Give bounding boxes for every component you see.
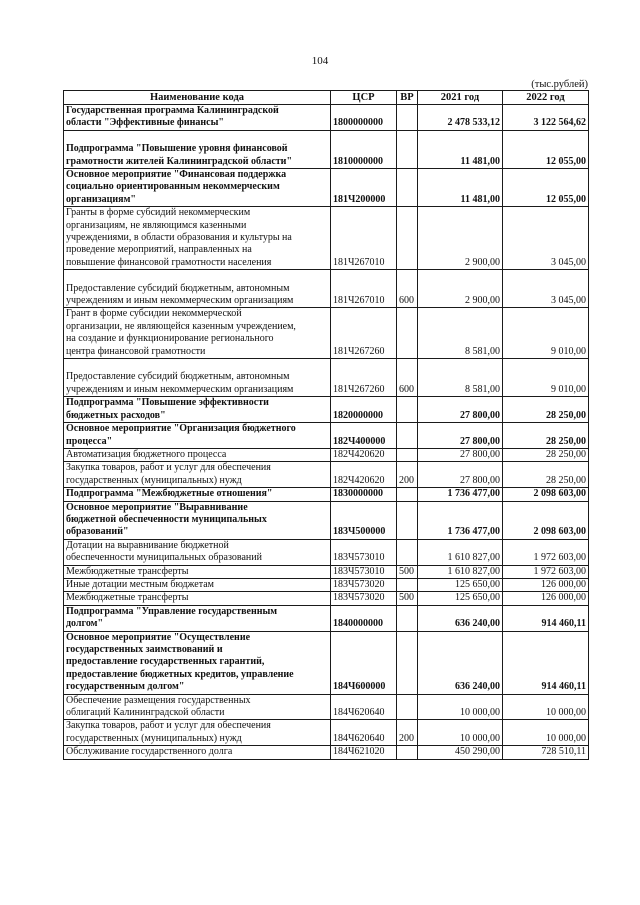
row-2022-cell: 3 045,00 <box>503 207 589 270</box>
row-2022-cell: 914 460,11 <box>503 631 589 694</box>
row-vr-cell: 600 <box>397 359 418 397</box>
row-name-cell <box>64 539 331 565</box>
table-header-row <box>64 91 589 105</box>
row-csr-cell: 1820000000 <box>331 397 397 423</box>
row-2021-cell: 1 610 827,00 <box>418 539 503 565</box>
row-2022-cell: 28 250,00 <box>503 462 589 488</box>
row-csr-cell: 181Ч200000 <box>331 169 397 207</box>
row-2021-cell: 11 481,00 <box>418 169 503 207</box>
table-row <box>64 448 589 461</box>
row-name-line: учреждениями, в области образования и культуры на <box>66 232 292 244</box>
row-name-line: предоставление государственных гарантий, <box>66 656 265 668</box>
row-vr-cell <box>397 207 418 270</box>
row-name-line: Государственная программа Калининградской <box>66 105 279 116</box>
row-name-cell <box>64 308 331 359</box>
row-2021-cell: 11 481,00 <box>418 130 503 168</box>
row-name-line: государственным долгом" <box>66 681 185 693</box>
row-name-cell <box>64 448 331 461</box>
row-name-line: на создание и функционирование регионального <box>66 333 274 345</box>
table-row <box>64 105 589 131</box>
table-row <box>64 130 589 168</box>
row-name-line: Закупка товаров, работ и услуг для обеспечения <box>66 720 271 732</box>
currency-unit-note: (тыс.рублей) <box>531 79 588 90</box>
row-name-cell <box>64 462 331 488</box>
row-2022-cell: 1 972 603,00 <box>503 539 589 565</box>
row-name-line: Основное мероприятие "Осуществление <box>66 631 251 643</box>
row-2022-cell: 12 055,00 <box>503 169 589 207</box>
row-2021-cell: 125 650,00 <box>418 592 503 605</box>
row-name-cell <box>64 105 331 131</box>
row-2021-cell: 636 240,00 <box>418 605 503 631</box>
row-2022-cell: 9 010,00 <box>503 308 589 359</box>
row-name-cell <box>64 501 331 539</box>
table-row <box>64 462 589 488</box>
table-row <box>64 592 589 605</box>
row-2021-cell: 27 800,00 <box>418 462 503 488</box>
row-name-cell <box>64 359 331 397</box>
row-2022-cell: 10 000,00 <box>503 720 589 746</box>
row-name-cell <box>64 397 331 423</box>
row-name-cell <box>64 130 331 168</box>
row-vr-cell <box>397 397 418 423</box>
header-year-2022: 2022 год <box>503 91 589 105</box>
row-name-line: бюджетных расходов" <box>66 409 166 421</box>
table-row <box>64 578 589 591</box>
row-name-line: Автоматизация бюджетного процесса <box>66 448 227 460</box>
row-2022-cell: 3 122 564,62 <box>503 105 589 131</box>
row-vr-cell: 500 <box>397 592 418 605</box>
row-name-line: Межбюджетные трансферты <box>66 592 189 604</box>
row-name-line: Подпрограмма "Межбюджетные отношения" <box>66 488 273 500</box>
row-2022-cell: 126 000,00 <box>503 592 589 605</box>
row-name-line: проведение мероприятий, направленных на <box>66 244 252 256</box>
row-2021-cell: 2 900,00 <box>418 207 503 270</box>
row-name-cell <box>64 631 331 694</box>
row-vr-cell: 600 <box>397 270 418 308</box>
row-name-cell <box>64 694 331 720</box>
table-row <box>64 488 589 501</box>
row-name-line: процесса" <box>66 435 113 447</box>
row-vr-cell: 200 <box>397 462 418 488</box>
table-row <box>64 501 589 539</box>
row-csr-cell: 184Ч600000 <box>331 631 397 694</box>
row-vr-cell <box>397 631 418 694</box>
row-csr-cell: 184Ч620640 <box>331 694 397 720</box>
row-vr-cell: 200 <box>397 720 418 746</box>
row-csr-cell: 1840000000 <box>331 605 397 631</box>
row-name-cell <box>64 207 331 270</box>
table-row <box>64 694 589 720</box>
row-csr-cell: 184Ч621020 <box>331 746 397 759</box>
row-csr-cell: 1810000000 <box>331 130 397 168</box>
row-vr-cell <box>397 694 418 720</box>
page-number: 104 <box>311 55 329 67</box>
row-name-line: учреждениям и иным некоммерческим организациям <box>66 383 294 395</box>
row-name-line: организации, не являющейся казенным учреждением, <box>66 320 296 332</box>
row-name-line: Закупка товаров, работ и услуг для обеспечения <box>66 462 271 474</box>
row-2022-cell: 9 010,00 <box>503 359 589 397</box>
table-row <box>64 397 589 423</box>
row-2021-cell: 450 290,00 <box>418 746 503 759</box>
header-code-name: Наименование кода <box>64 91 331 105</box>
row-2021-cell: 636 240,00 <box>418 631 503 694</box>
row-name-line: долгом" <box>66 618 104 630</box>
row-2022-cell: 28 250,00 <box>503 423 589 449</box>
row-name-line: повышение финансовой грамотности населения <box>66 256 272 268</box>
row-csr-cell: 182Ч400000 <box>331 423 397 449</box>
row-2022-cell: 1 972 603,00 <box>503 565 589 578</box>
row-csr-cell: 1830000000 <box>331 488 397 501</box>
row-2022-cell: 28 250,00 <box>503 397 589 423</box>
row-name-line: Дотации на выравнивание бюджетной <box>66 539 229 551</box>
row-name-line: Основное мероприятие "Финансовая поддержка <box>66 169 287 181</box>
row-vr-cell <box>397 169 418 207</box>
row-2021-cell: 27 800,00 <box>418 423 503 449</box>
row-name-line: предоставление бюджетных кредитов, управление <box>66 668 294 680</box>
row-vr-cell: 500 <box>397 565 418 578</box>
row-csr-cell: 184Ч620640 <box>331 720 397 746</box>
row-2021-cell: 1 610 827,00 <box>418 565 503 578</box>
table-row <box>64 308 589 359</box>
table-body <box>64 105 589 760</box>
row-name-cell <box>64 746 331 759</box>
row-csr-cell: 183Ч573020 <box>331 578 397 591</box>
table-row <box>64 270 589 308</box>
row-2021-cell: 2 478 533,12 <box>418 105 503 131</box>
row-name-line: Грант в форме субсидии некоммерческой <box>66 308 242 320</box>
row-csr-cell: 181Ч267010 <box>331 207 397 270</box>
row-csr-cell: 183Ч573010 <box>331 565 397 578</box>
row-vr-cell <box>397 105 418 131</box>
row-name-line: центра финансовой грамотности <box>66 345 206 357</box>
row-name-line: Межбюджетные трансферты <box>66 565 189 577</box>
row-csr-cell: 181Ч267260 <box>331 359 397 397</box>
header-vr: ВР <box>397 91 418 105</box>
blank-line <box>66 359 328 371</box>
row-2021-cell: 27 800,00 <box>418 397 503 423</box>
row-name-line: Подпрограмма "Управление государственным <box>66 605 278 617</box>
row-name-line: Основное мероприятие "Организация бюджетного <box>66 423 296 435</box>
row-2022-cell: 126 000,00 <box>503 578 589 591</box>
row-name-line: Обеспечение размещения государственных <box>66 694 251 706</box>
table-row <box>64 565 589 578</box>
row-2022-cell: 12 055,00 <box>503 130 589 168</box>
row-csr-cell: 181Ч267260 <box>331 308 397 359</box>
blank-line <box>66 131 328 143</box>
blank-line <box>66 270 328 282</box>
row-name-line: государственных заимствований и <box>66 644 223 656</box>
row-name-line: обеспеченности муниципальных образований <box>66 552 262 564</box>
table-row <box>64 207 589 270</box>
table-row <box>64 746 589 759</box>
row-2022-cell: 728 510,11 <box>503 746 589 759</box>
row-name-cell <box>64 720 331 746</box>
row-name-line: государственных (муниципальных) нужд <box>66 732 242 744</box>
row-vr-cell <box>397 488 418 501</box>
row-2021-cell: 125 650,00 <box>418 578 503 591</box>
table-row <box>64 423 589 449</box>
row-name-cell <box>64 578 331 591</box>
row-csr-cell: 181Ч267010 <box>331 270 397 308</box>
header-year-2021: 2021 год <box>418 91 503 105</box>
table-row <box>64 359 589 397</box>
row-vr-cell <box>397 308 418 359</box>
row-name-line: Предоставление субсидий бюджетным, автономным <box>66 282 290 294</box>
row-vr-cell <box>397 578 418 591</box>
row-2021-cell: 8 581,00 <box>418 308 503 359</box>
row-name-line: облигаций Калининградской области <box>66 707 225 719</box>
row-vr-cell <box>397 605 418 631</box>
row-2021-cell: 10 000,00 <box>418 694 503 720</box>
row-2022-cell: 3 045,00 <box>503 270 589 308</box>
row-name-line: социально ориентированным некоммерческим <box>66 181 280 193</box>
row-vr-cell <box>397 746 418 759</box>
row-name-cell <box>64 423 331 449</box>
row-2021-cell: 1 736 477,00 <box>418 488 503 501</box>
row-name-line: Иные дотации местным бюджетам <box>66 578 215 590</box>
row-2022-cell: 10 000,00 <box>503 694 589 720</box>
row-csr-cell: 183Ч573010 <box>331 539 397 565</box>
table-row <box>64 169 589 207</box>
header-csr: ЦСР <box>331 91 397 105</box>
row-2022-cell: 28 250,00 <box>503 448 589 461</box>
row-name-cell <box>64 169 331 207</box>
row-2022-cell: 914 460,11 <box>503 605 589 631</box>
row-csr-cell: 183Ч573020 <box>331 592 397 605</box>
row-name-cell <box>64 270 331 308</box>
row-name-line: бюджетной обеспеченности муниципальных <box>66 513 267 525</box>
row-name-line: Обслуживание государственного долга <box>66 746 233 758</box>
budget-table <box>63 90 589 760</box>
row-name-line: организациям, не являющимся казенными <box>66 219 247 231</box>
row-name-cell <box>64 605 331 631</box>
row-2022-cell: 2 098 603,00 <box>503 501 589 539</box>
row-csr-cell: 182Ч420620 <box>331 462 397 488</box>
row-name-line: образований" <box>66 526 129 538</box>
row-vr-cell <box>397 448 418 461</box>
row-csr-cell: 1800000000 <box>331 105 397 131</box>
row-name-line: Основное мероприятие "Выравнивание <box>66 501 248 513</box>
row-name-cell <box>64 488 331 501</box>
table-row <box>64 539 589 565</box>
row-name-line: Гранты в форме субсидий некоммерческим <box>66 207 251 219</box>
table-row <box>64 605 589 631</box>
row-vr-cell <box>397 130 418 168</box>
row-name-line: Подпрограмма "Повышение эффективности <box>66 397 269 409</box>
row-name-line: организациям" <box>66 193 136 205</box>
row-2021-cell: 1 736 477,00 <box>418 501 503 539</box>
row-name-line: Предоставление субсидий бюджетным, автономным <box>66 371 290 383</box>
row-2022-cell: 2 098 603,00 <box>503 488 589 501</box>
row-2021-cell: 2 900,00 <box>418 270 503 308</box>
row-csr-cell: 183Ч500000 <box>331 501 397 539</box>
row-2021-cell: 10 000,00 <box>418 720 503 746</box>
row-2021-cell: 27 800,00 <box>418 448 503 461</box>
row-name-cell <box>64 565 331 578</box>
row-csr-cell: 182Ч420620 <box>331 448 397 461</box>
row-name-line: области "Эффективные финансы" <box>66 117 224 129</box>
row-name-line: учреждениям и иным некоммерческим организациям <box>66 295 294 307</box>
row-name-line: государственных (муниципальных) нужд <box>66 474 242 486</box>
row-name-line: грамотности жителей Калининградской области" <box>66 155 292 167</box>
row-vr-cell <box>397 501 418 539</box>
row-2021-cell: 8 581,00 <box>418 359 503 397</box>
row-vr-cell <box>397 423 418 449</box>
table-row <box>64 631 589 694</box>
row-vr-cell <box>397 539 418 565</box>
row-name-cell <box>64 592 331 605</box>
row-name-line: Подпрограмма "Повышение уровня финансовой <box>66 143 288 155</box>
table-row <box>64 720 589 746</box>
